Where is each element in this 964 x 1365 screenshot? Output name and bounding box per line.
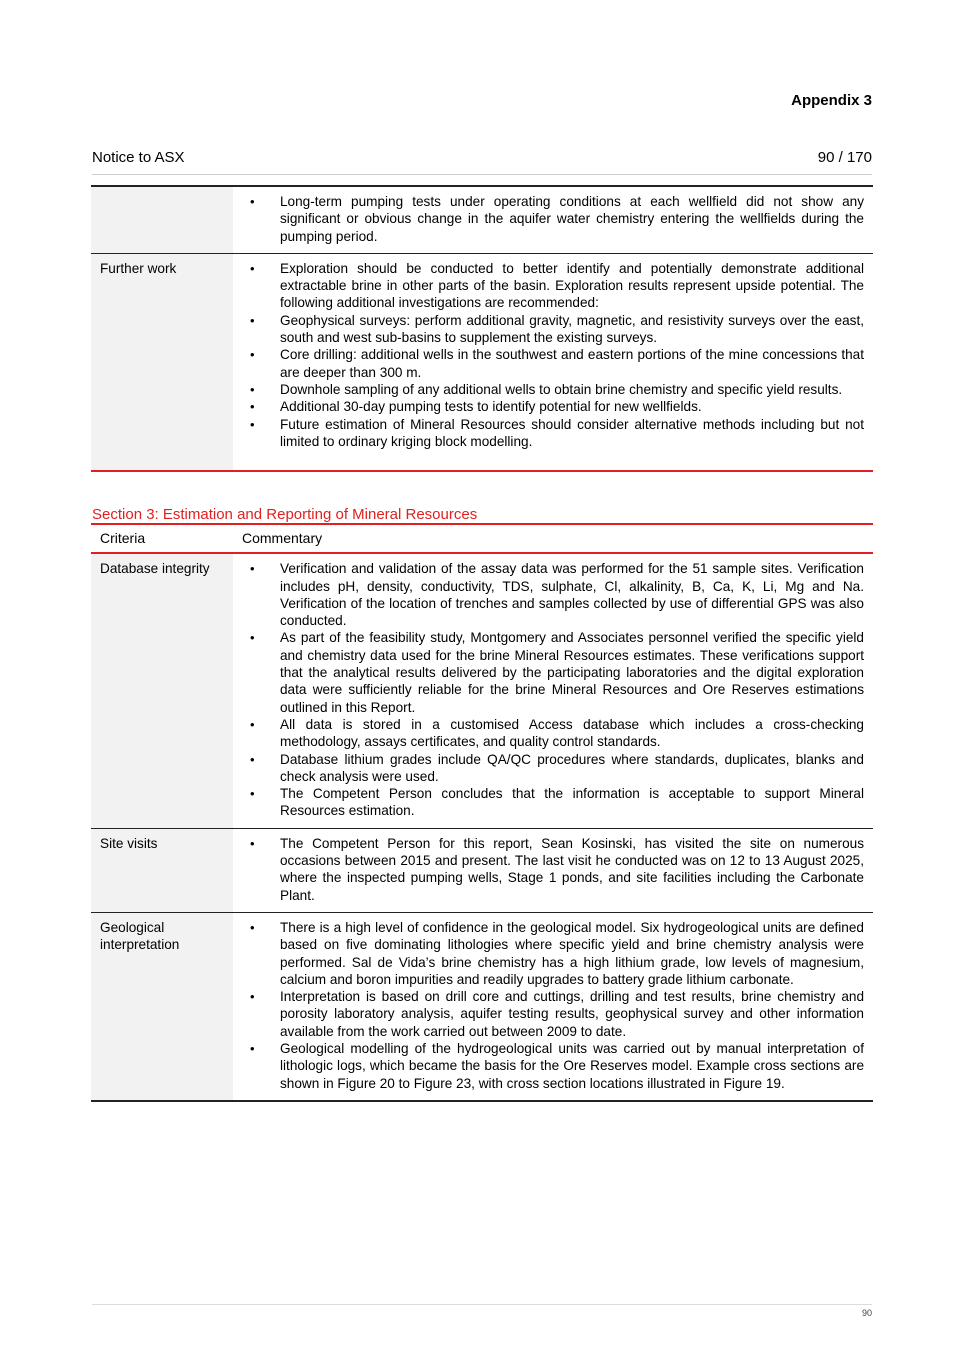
criteria-cell: Database integrity [91,553,233,828]
bullet-item: • The Competent Person for this report, Sean Kosinski, has visited the site on numerous occasions between 2015 and present. The last visit he conducted was on 12 to 13 August 2025, where the inspected pumping wells, Stage 1 ponds, and site facilities including the Carbonate Plant. [242,835,864,904]
bullet-item: • Database lithium grades include QA/QC procedures where standards, duplicates, blanks and check analysis were used. [242,751,864,786]
section-title: Section 3: Estimation and Reporting of Mineral Resources [92,506,478,523]
bullet-list [242,193,864,245]
appendix-label: Appendix 3 [791,92,872,109]
commentary-cell [233,253,873,471]
bullet-list [242,835,864,904]
commentary-cell [233,186,873,253]
bullet-item: • Exploration should be conducted to better identify and potentially demonstrate additional extractable brine in other parts of the basin. Exploration results represent upside potential. The following additional investigations are recommended: [242,260,864,312]
bullet-item: • All data is stored in a customised Access database which includes a cross-checking methodology, assays certificates, and quality control standards. [242,716,864,751]
page-header [92,148,872,175]
table-row [91,186,873,253]
bullet-item: • Interpretation is based on drill core and cuttings, drilling and test results, brine chemistry and porosity laboratory analysis, aquifer testing results, geophysical survey and other information available from the work carried out between 2009 to date. [242,988,864,1040]
table-row [91,553,873,828]
document-title: Notice to ASX [92,149,185,166]
commentary-cell [233,828,873,912]
bullet-item: • There is a high level of confidence in the geological model. Six hydrogeological units are defined based on five dominating lithologies where specific yield and brine chemistry analysis were performed. Sal de Vida’s brine chemistry has a high lithium grade, low levels of magnesium, calcium and boron impurities and readily upgrades to battery grade lithium carbonate. [242,919,864,988]
bullet-item: • Core drilling: additional wells in the southwest and eastern portions of the mine concessions that are deeper than 300 m. [242,346,864,381]
criteria-cell: Further work [91,253,233,471]
continued-table [91,185,873,472]
bullet-item: • Downhole sampling of any additional wells to obtain brine chemistry and specific yield results. [242,381,864,398]
bullet-list [242,919,864,1092]
bullet-list [242,560,864,819]
section3-table [91,523,873,1102]
bullet-item: • Geological modelling of the hydrogeological units was carried out by manual interpretation of lithologic logs, which became the basis for the Ore Reserves model. Example cross sections are shown in Figure 20 to Figure 23, with cross section locations illustrated in Figure 19. [242,1040,864,1092]
table-row [91,253,873,471]
bullet-item: • Additional 30-day pumping tests to identify potential for new wellfields. [242,398,864,415]
page-counter: 90 / 170 [817,149,872,166]
bullet-item: • As part of the feasibility study, Montgomery and Associates personnel verified the specific yield and chemistry data used for the brine Mineral Resources estimates. These verifications support that the analytical results delivered by the participating laboratories and the digital exploration data were sufficiently reliable for the brine Mineral Resources and Ore Reserves estimations outlined in this Report. [242,629,864,715]
table-row [91,912,873,1100]
commentary-header: Commentary [242,530,323,546]
bullet-list [242,260,864,450]
commentary-cell [233,553,873,828]
criteria-cell: Site visits [91,828,233,912]
bullet-item: • Future estimation of Mineral Resources should consider alternative methods including but not limited to ordinary kriging block modelling. [242,416,864,451]
commentary-cell [233,912,873,1100]
bullet-item: • The Competent Person concludes that the information is acceptable to support Mineral Resources estimation. [242,785,864,820]
bullet-item: • Geophysical surveys: perform additional gravity, magnetic, and resistivity surveys over the east, south and west sub-basins to supplement the existing surveys. [242,312,864,347]
criteria-cell: Geological interpretation [91,912,233,1100]
bullet-item: • Long-term pumping tests under operating conditions at each wellfield did not show any significant or obvious change in the aquifer water chemistry entering the wellfields during the pumping period. [242,193,864,245]
page-number: 90 [861,1308,872,1318]
criteria-cell [91,186,233,253]
footer-divider [92,1304,872,1305]
table-row [91,828,873,912]
bullet-item: • Verification and validation of the assay data was performed for the 51 sample sites. Verification includes pH, density, conductivity, TDS, sulphate, Cl, alkalinity, B, Ca, K, Li, Mg and Na. Verification of the location of trenches and samples collected by use of differential GPS was also conducted. [242,560,864,629]
criteria-header: Criteria [100,530,146,546]
table-header-row [91,524,873,553]
